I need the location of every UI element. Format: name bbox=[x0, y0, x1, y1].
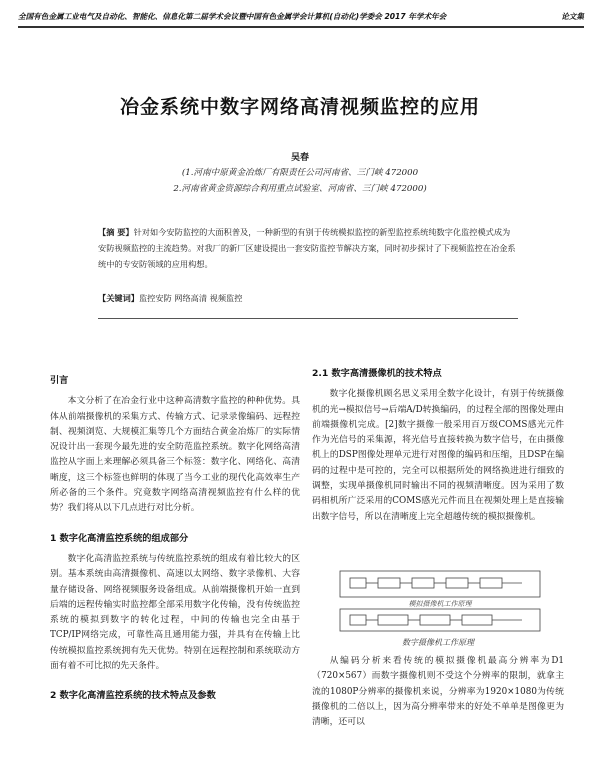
analog-sensor-block bbox=[378, 578, 400, 588]
digital-cmos-block bbox=[378, 615, 408, 625]
header-section: 论文集 bbox=[561, 11, 584, 21]
figure-inner-caption: 模拟摄像机工作原理 bbox=[408, 600, 472, 608]
section-2-1-paragraph: 数字化摄像机顾名思义采用全数字化设计，有别于传统摄像机的光→模拟信号→后端A/D转换编码，的过程全部的图像处理由前端摄像机完成。[2]数字摄像一般采用百万级COMS感光元件作为光信号的采集源，将光信号直接转换为数字信号，在由摄像机上的DSP图像处理单元进行对图像的编码和压缩，且DSP在编码的过程中是可控的，完全可以根据所处的网络换进进行细致的调整，实现单摄像机同时输出不同的视频清晰度。因为采用了数码相机所广泛采用的COMS感光元件而且在视频处理上是直接输出数字信号，所以在清晰度上完全超越传统的模拟摄像机。 bbox=[312, 389, 564, 522]
digital-lens-block bbox=[350, 615, 366, 625]
analog-lens-block bbox=[350, 578, 366, 588]
author: 吴春 bbox=[290, 153, 309, 163]
digital-dsp-block bbox=[420, 615, 450, 625]
paper-title: 冶金系统中数字网络高清视频监控的应用 bbox=[119, 96, 480, 118]
section-2-heading: 2 数字化高清监控系统的技术特点及参数 bbox=[50, 690, 216, 702]
analog-output-block bbox=[480, 578, 502, 588]
camera-diagram bbox=[332, 565, 548, 635]
header-conference: 全国有色金属工业电气及自动化、智能化、信息化第二届学术会议暨中国有色金属学会计算机(自动化)学委会 2017 年学术年会 bbox=[18, 11, 447, 21]
section-1-paragraph: 数字化高清监控系统与传统监控系统的组成有着比较大的区别。基本系统由高清摄像机、高速以太网络、数字录像机、大容量存储设备、网络视频服务设备组成。从前端摄像机开始一直到后端的远程传输实时监控都全部采用数字化传输，没有传统监控系统的模拟到数字的转化过程，中间的传输也完全由基于TCP/IP网络完成，可靠性高且通用能力强，并具有在传输上比传统模拟监控系统拥有先天优势。特别在远程控制和系统联动方面有着不可比拟的先天条件。 bbox=[50, 553, 300, 672]
figure-caption: 数字摄像机工作原理 bbox=[402, 638, 474, 647]
affiliation-1: (1.河南中原黄金冶炼厂有限责任公司河南省、三门峡 472000 bbox=[181, 168, 419, 178]
abstract bbox=[98, 224, 518, 272]
intro-heading: 引言 bbox=[50, 375, 69, 386]
abstract-rule bbox=[98, 318, 518, 319]
keywords-text: 监控安防 网络高清 视频监控 bbox=[138, 293, 243, 303]
keywords-label: 【关键词】 bbox=[98, 293, 139, 303]
running-header bbox=[18, 8, 584, 24]
section-2-1-heading: 2.1 数字高清摄像机的技术特点 bbox=[312, 368, 442, 379]
intro-paragraph: 本文分析了在冶金行业中这种高清数字监控的种种优势。具体从前端摄像机的采集方式、传输方式、记录录像编码、远程控制、视频浏览、大规模汇集等几个方面结合黄金冶炼厂的实际情况设计出一套现今最先进的安全防范监控系统。数字化网络高清监控从字面上来理解必须具备三个标签：数字化、网络化、高清晰度，这三个标签也鲜明的体现了当今工业的现代化高效率生产所必备的三个条件。究竟数字网络高清视频监控有什么样的优势？我们将从以下几点进行对比分析。 bbox=[50, 396, 300, 514]
left-column bbox=[50, 373, 300, 710]
section-2-1-paragraph-2: 从编码分析来看传统的模拟摄像机最高分辨率为D1（720×567）而数字摄像机则不受这个分辨率的限制，就拿主流的1080P分辨率的摄像机来说，分辨率为1920×1080为传统摄像机的二倍以上，因为高分辨率带来的好处不单单是图像更为清晰，还可以 bbox=[312, 656, 564, 728]
keywords bbox=[98, 290, 518, 306]
header-rule bbox=[18, 26, 584, 28]
analog-path-frame bbox=[340, 571, 540, 597]
abstract-label: 【摘 要】 bbox=[98, 227, 134, 237]
analog-encoder-block bbox=[446, 578, 468, 588]
digital-network-block bbox=[462, 615, 492, 625]
right-column-continued bbox=[312, 654, 564, 730]
right-column bbox=[312, 366, 564, 525]
affiliation-2: 2.河南省黄金资源综合利用重点试验室、河南省、三门峡 472000) bbox=[173, 184, 427, 194]
abstract-text: 针对如今安防监控的大面积普及，一种新型的有别于传统模拟监控的新型监控系统纯数字化监控模式成为安防视频监控的主流趋势。对我厂的新厂区建设提出一套安防监控节解决方案，同时初步探讨了下视频监控在冶金系统中的专安防领域的应用构想。 bbox=[98, 227, 516, 269]
analog-converter-block bbox=[412, 578, 434, 588]
section-1-heading: 1 数字化高清监控系统的组成部分 bbox=[50, 532, 189, 544]
